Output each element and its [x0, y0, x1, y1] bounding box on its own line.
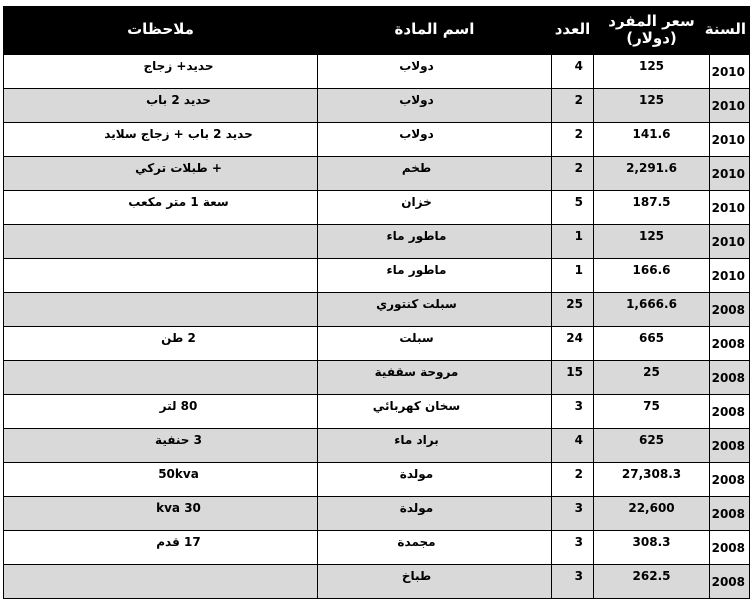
- table-row: [4, 123, 750, 157]
- header-count: العدد: [552, 7, 594, 55]
- cell-year: 2010: [710, 225, 750, 259]
- cell-count: 3: [552, 565, 594, 599]
- table-row: [4, 327, 750, 361]
- cell-name: ماطور ماء: [318, 225, 552, 259]
- table-row: [4, 395, 750, 429]
- cell-notes: [4, 361, 318, 395]
- cell-count: 3: [552, 497, 594, 531]
- cell-notes: [4, 259, 318, 293]
- cell-count: 4: [552, 55, 594, 89]
- cell-count: 2: [552, 123, 594, 157]
- cell-price: 27,308.3: [594, 463, 710, 497]
- cell-count: 15: [552, 361, 594, 395]
- cell-name: طباخ: [318, 565, 552, 599]
- cell-year: 2010: [710, 123, 750, 157]
- table-row: [4, 293, 750, 327]
- cell-notes: [4, 293, 318, 327]
- cell-count: 24: [552, 327, 594, 361]
- cell-notes: حديد 2 باب: [4, 89, 318, 123]
- cell-notes: [4, 225, 318, 259]
- cell-price: 187.5: [594, 191, 710, 225]
- cell-year: 2008: [710, 497, 750, 531]
- cell-price: 308.3: [594, 531, 710, 565]
- cell-count: 2: [552, 463, 594, 497]
- cell-count: 25: [552, 293, 594, 327]
- cell-name: سبلت: [318, 327, 552, 361]
- cell-price: 22,600: [594, 497, 710, 531]
- cell-price: 262.5: [594, 565, 710, 599]
- cell-notes: 2 طن: [4, 327, 318, 361]
- cell-notes: 50kva: [4, 463, 318, 497]
- table-row: [4, 361, 750, 395]
- cell-notes: 17 قدم: [4, 531, 318, 565]
- header-notes: ملاحظات: [4, 7, 318, 55]
- cell-notes: 80 لتر: [4, 395, 318, 429]
- header-price: سعر المفرد (دولار): [594, 7, 710, 55]
- cell-name: مولدة: [318, 497, 552, 531]
- cell-price: 2,291.6: [594, 157, 710, 191]
- cell-price: 25: [594, 361, 710, 395]
- cell-price: 665: [594, 327, 710, 361]
- cell-year: 2010: [710, 259, 750, 293]
- table-row: [4, 497, 750, 531]
- cell-price: 1,666.6: [594, 293, 710, 327]
- cell-price: 75: [594, 395, 710, 429]
- table-row: [4, 259, 750, 293]
- cell-name: دولاب: [318, 55, 552, 89]
- cell-year: 2010: [710, 55, 750, 89]
- table-row: [4, 565, 750, 599]
- cell-year: 2008: [710, 429, 750, 463]
- cell-count: 5: [552, 191, 594, 225]
- table-row: [4, 157, 750, 191]
- header-row: [4, 7, 750, 55]
- items-table: [3, 6, 750, 599]
- cell-name: براد ماء: [318, 429, 552, 463]
- cell-name: طخم: [318, 157, 552, 191]
- header-name: اسم المادة: [318, 7, 552, 55]
- cell-price: 625: [594, 429, 710, 463]
- cell-price: 125: [594, 89, 710, 123]
- cell-year: 2010: [710, 89, 750, 123]
- cell-count: 3: [552, 531, 594, 565]
- cell-name: مجمدة: [318, 531, 552, 565]
- cell-year: 2008: [710, 395, 750, 429]
- cell-year: 2008: [710, 531, 750, 565]
- cell-name: سبلت كنتوري: [318, 293, 552, 327]
- cell-notes: حديد 2 باب + زجاج سلايد: [4, 123, 318, 157]
- cell-count: 1: [552, 259, 594, 293]
- cell-name: مروحة سقفية: [318, 361, 552, 395]
- cell-count: 4: [552, 429, 594, 463]
- cell-count: 3: [552, 395, 594, 429]
- cell-notes: 3 حنفية: [4, 429, 318, 463]
- cell-year: 2008: [710, 361, 750, 395]
- cell-year: 2010: [710, 157, 750, 191]
- table-body: [4, 55, 750, 599]
- cell-count: 1: [552, 225, 594, 259]
- cell-year: 2010: [710, 191, 750, 225]
- table-row: [4, 225, 750, 259]
- cell-notes: حديد+ زجاج: [4, 55, 318, 89]
- table-row: [4, 55, 750, 89]
- cell-notes: 30 kva: [4, 497, 318, 531]
- header-year: السنة: [710, 7, 750, 55]
- table-row: [4, 463, 750, 497]
- cell-year: 2008: [710, 463, 750, 497]
- table-row: [4, 89, 750, 123]
- table-header: [4, 7, 750, 55]
- cell-notes: + طبلات تركي: [4, 157, 318, 191]
- cell-year: 2008: [710, 565, 750, 599]
- table-row: [4, 191, 750, 225]
- cell-price: 125: [594, 225, 710, 259]
- cell-price: 125: [594, 55, 710, 89]
- cell-notes: سعة 1 متر مكعب: [4, 191, 318, 225]
- cell-count: 2: [552, 89, 594, 123]
- cell-name: مولدة: [318, 463, 552, 497]
- cell-notes: [4, 565, 318, 599]
- table-row: [4, 429, 750, 463]
- table-row: [4, 531, 750, 565]
- cell-count: 2: [552, 157, 594, 191]
- cell-name: ماطور ماء: [318, 259, 552, 293]
- cell-name: دولاب: [318, 89, 552, 123]
- cell-price: 141.6: [594, 123, 710, 157]
- cell-name: خزان: [318, 191, 552, 225]
- cell-year: 2008: [710, 293, 750, 327]
- cell-name: سخان كهربائي: [318, 395, 552, 429]
- cell-year: 2008: [710, 327, 750, 361]
- cell-price: 166.6: [594, 259, 710, 293]
- cell-name: دولاب: [318, 123, 552, 157]
